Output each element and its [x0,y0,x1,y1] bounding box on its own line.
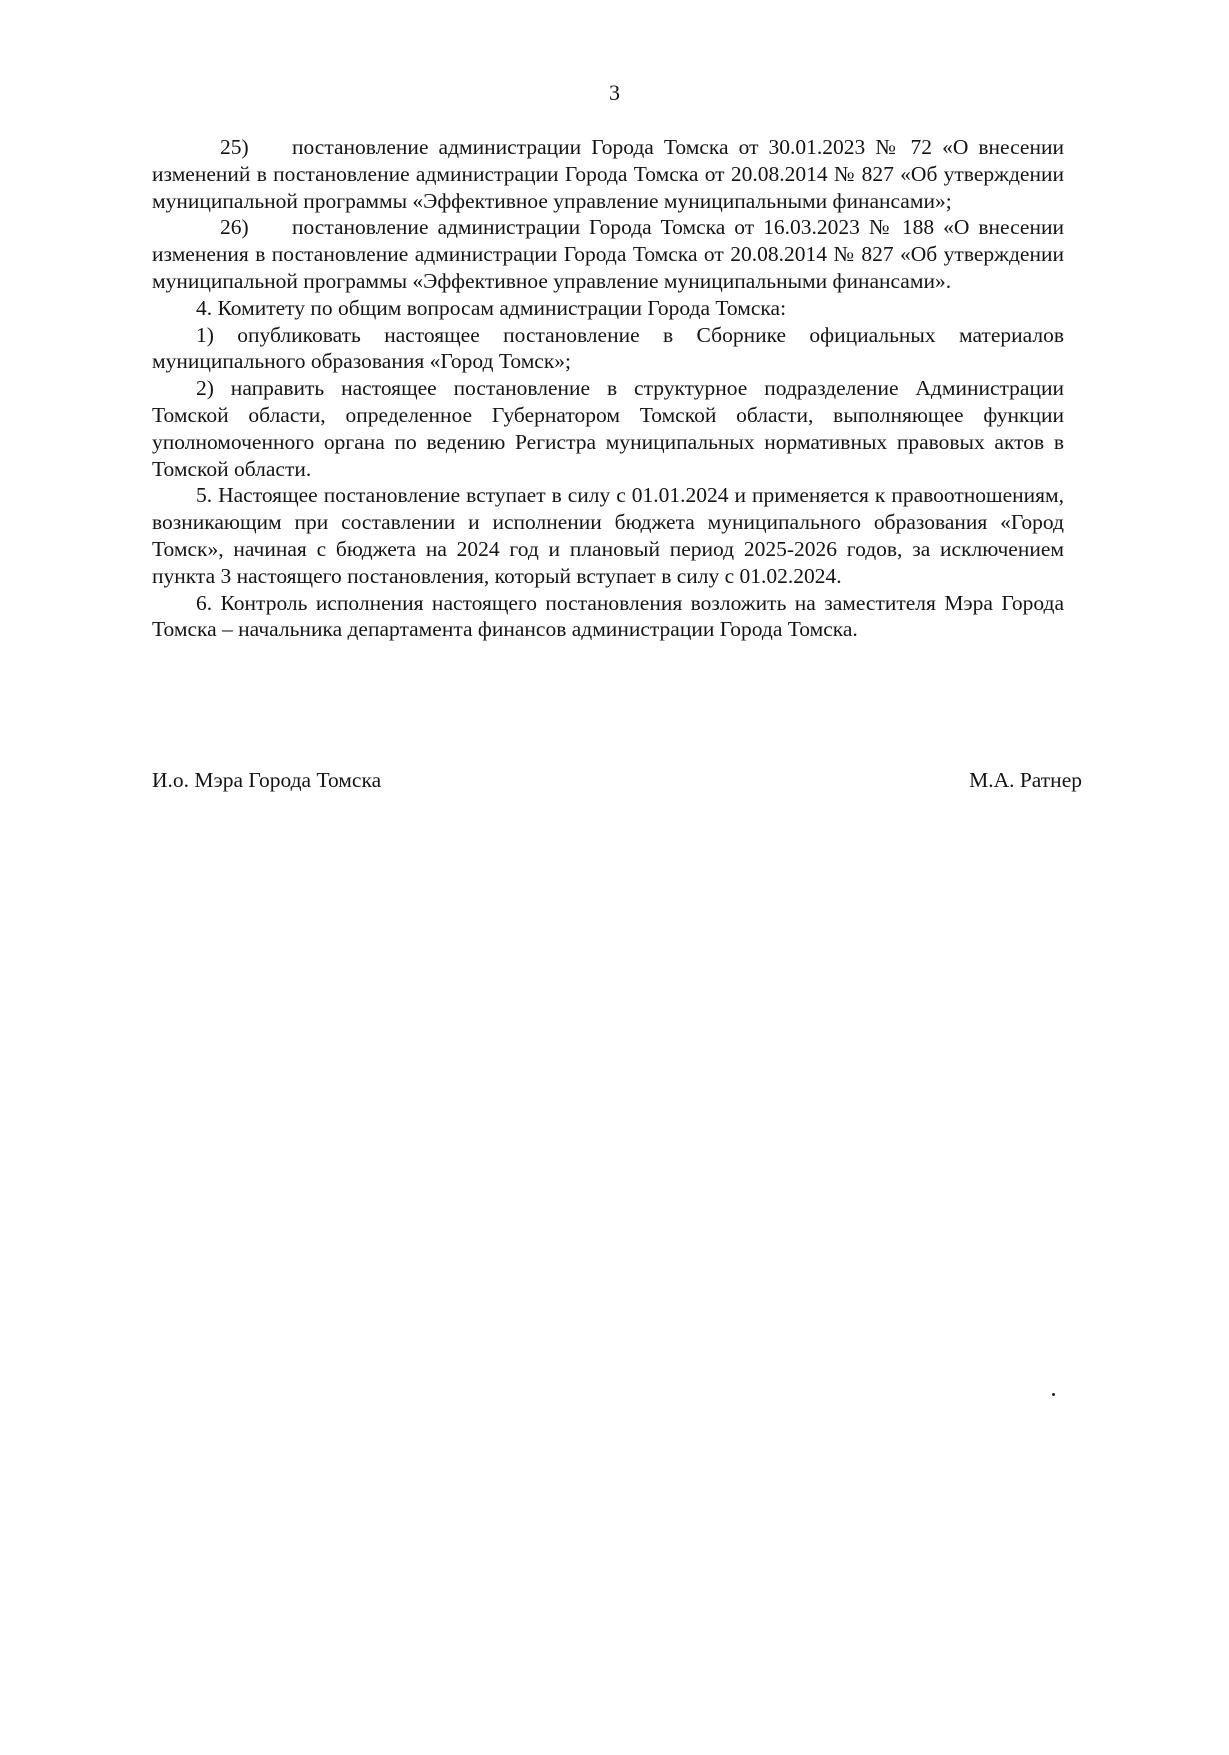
scan-speck [1052,1393,1055,1396]
signatory-title: И.о. Мэра Города Томска [152,768,382,792]
list-item-number: 25) [220,135,249,159]
clause-4-subitem-1: 1) опубликовать настоящее постановление в Сборнике официальных материалов муниципального образования «Город Томск»; [152,322,1064,374]
list-item-number: 26) [220,215,249,240]
clause-4: 4. Комитету по общим вопросам администрации Города Томска: [196,295,787,320]
clause-6: 6. Контроль исполнения настоящего постановления возложить на заместителя Мэра Города Томска – начальника департамента финансов администрации Города Томска. [152,590,1064,642]
page-number: 3 [609,80,620,105]
list-item-26 [152,214,1064,294]
list-item-25 [152,134,1064,214]
signatory-name: М.А. Ратнер [969,768,1082,792]
clause-4-subitem-2: 2) направить настоящее постановление в структурное подразделение Администрации Томской области, определенное Губернатором Томской области, выполняющее функции уполномоченного органа по ведению Регистра муниципальных нормативных правовых актов в Томской области. [152,376,1064,481]
list-item-text: постановление администрации Города Томска от 16.03.2023 № 188 «О внесении изменения в постановление администрации Города Томска от 20.08.2014 № 827 «Об утверждении муниципальной программы «Эффективное управление муниципальными финансами». [152,215,1064,293]
list-item-text: постановление администрации Города Томска от 30.01.2023 № 72 «О внесении изменений в постановление администрации Города Томска от 20.08.2014 № 827 «Об утверждении муниципальной программы «Эффективное управление муниципальными финансами»; [152,135,1064,213]
document-body [152,134,1064,643]
clause-5: 5. Настоящее постановление вступает в силу с 01.01.2024 и применяется к правоотношениям, возникающим при составлении и исполнении бюджета муниципального образования «Город Томск», начиная с бюджета на 2024 год и плановый период 2025-2026 годов, за исключением пункта 3 настоящего постановления, который вступает в силу с 01.02.2024. [152,483,1064,588]
